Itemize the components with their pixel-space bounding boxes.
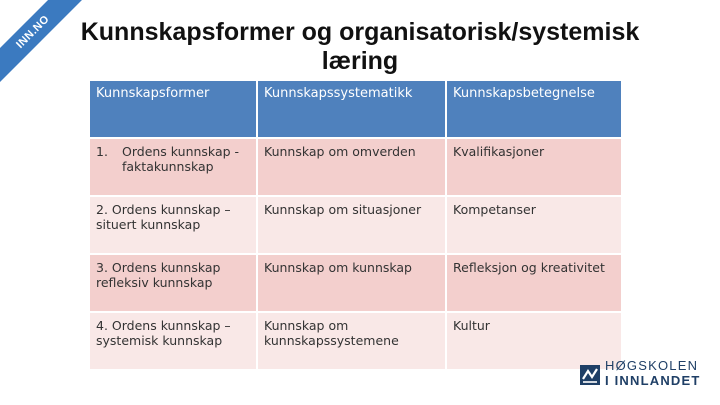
table-cell: 2. Ordens kunnskap – situert kunnskap (89, 196, 257, 254)
table-cell: Refleksjon og kreativitet (446, 254, 622, 312)
table-cell: Kvalifikasjoner (446, 138, 622, 196)
table-row (89, 138, 622, 196)
badge-text: INN.NO (0, 0, 90, 90)
header-kunnskapsbetegnelse: Kunnskapsbetegnelse (446, 80, 622, 138)
logo-line1: HØGSKOLEN (605, 358, 699, 373)
logo-line2: I INNLANDET (605, 373, 701, 388)
knowledge-table (88, 79, 623, 371)
table-cell: Kunnskap om omverden (257, 138, 446, 196)
table-row (89, 196, 622, 254)
table-cell: Kunnskap om kunnskapssystemene (257, 312, 446, 370)
table-row (89, 254, 622, 312)
list-number: 1. (96, 144, 108, 159)
table-cell: Kompetanser (446, 196, 622, 254)
table-cell: 4. Ordens kunnskap – systemisk kunnskap (89, 312, 257, 370)
table-header-row (89, 80, 622, 138)
cell-text: Ordens kunnskap - faktakunnskap (122, 144, 240, 174)
table-row (89, 312, 622, 370)
table-cell: Kunnskap om kunnskap (257, 254, 446, 312)
header-kunnskapssystematikk: Kunnskapssystematikk (257, 80, 446, 138)
hinn-logo-icon (580, 365, 600, 385)
hinn-logo (578, 343, 718, 389)
table-cell: Kultur (446, 312, 622, 370)
header-kunnskapsformer: Kunnskapsformer (89, 80, 257, 138)
table-cell (89, 138, 257, 196)
table-cell: Kunnskap om situasjoner (257, 196, 446, 254)
slide-title: Kunnskapsformer og organisatorisk/systemisk læring (80, 18, 640, 75)
table-cell: 3. Ordens kunnskap refleksiv kunnskap (89, 254, 257, 312)
